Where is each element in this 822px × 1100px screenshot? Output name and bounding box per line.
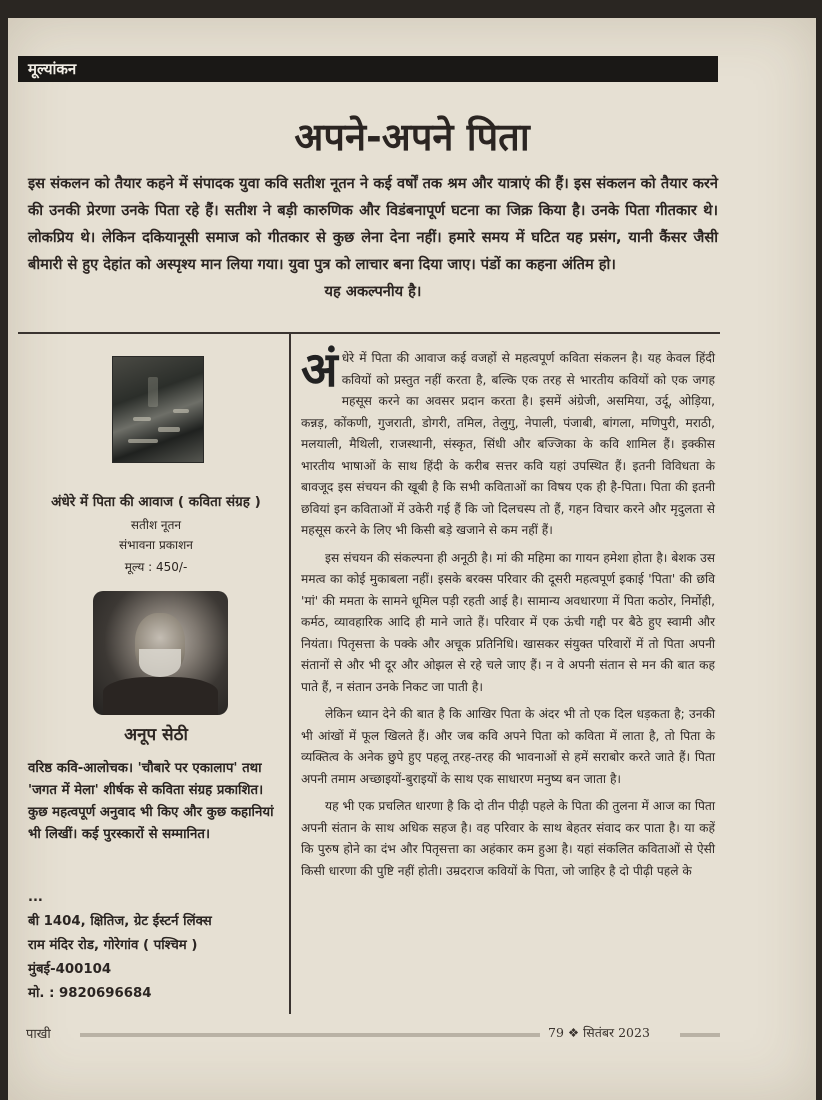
reviewer-photo: [93, 591, 228, 715]
address-line-1: बी 1404, क्षितिज, ग्रेट ईस्टर्न लिंक्स: [28, 914, 212, 929]
article-paragraph-4: यह भी एक प्रचलित धारणा है कि दो तीन पीढ़ी पहले के पिता की तुलना में आज का पिता अपनी संतान के साथ अधिक सहज है। वह परिवार के साथ बेहतर संवाद कर पाता है। या कहें कि पुरुष होने का दंभ और पितृसत्ता का अहंकार कम हुआ है। यहां संकलित कविताओं से ऐसी किसी धारणा की पुष्टि नहीं होती। उम्रदराज कवियों के पिता, जो जाहिर है दो पीढ़ी पहले के: [301, 799, 715, 878]
reviewer-beard: [139, 649, 181, 677]
address-line-3: मुंबई-400104: [28, 962, 112, 977]
book-author: सतीश नूतन: [130, 518, 182, 532]
address-line-2: राम मंदिर रोड, गोरेगांव ( पश्चिम ): [28, 938, 198, 953]
book-cover-image: [112, 356, 204, 463]
section-header-bar: [18, 56, 718, 82]
reviewer-address: [28, 910, 288, 1006]
drop-cap: अं: [301, 342, 338, 398]
page-number-date: 79 ❖ सितंबर 2023: [548, 1025, 650, 1040]
article-paragraph-2: इस संचयन की संकल्पना ही अनूठी है। मां की महिमा का गायन हमेशा होता है। बेशक उस ममत्व का कोई मुकाबला नहीं। इसके बरक्स परिवार की दूसरी महत्वपूर्ण इकाई 'पिता' की छवि 'मां' की ममता के सामने धूमिल पड़ी रहती आई है। सामान्य अवधारणा में पिता कठोर, निर्मोही, कर्मठ, व्यावहारिक आदि ही माने जाते हैं। परिवार में एक ऊंची गद्दी पर बैठे हुए स्वामी और नियंता। पितृसत्ता के पक्के और अचूक प्रतिनिधि। खासकर संयुक्त परिवारों में तो पिता अपनी संतानों से और भी दूर और ओझल से रहे चले जाए हैं। न वे अपनी संतान से मन की बात कह पाते हैं, न संतान उनके निकट जा पाती है।: [301, 550, 715, 694]
section-label: मूल्यांकन: [28, 60, 77, 78]
reviewer-phone: मो. : 9820696684: [28, 986, 152, 1001]
separator-dots: ...: [28, 890, 43, 905]
article-body: [301, 342, 715, 888]
reviewer-bio: वरिष्ठ कवि-आलोचक। 'चौबारे पर एकालाप' तथा 'जगत में मेला' शीर्षक से कविता संग्रह प्रकाशित। कुछ महत्वपूर्ण अनुवाद भी किए और कुछ कहानियां भी लिखीं। कई पुरस्कारों से सम्मानित।: [28, 761, 274, 842]
book-price: मूल्य : 450/-: [124, 560, 188, 574]
horizontal-divider: [18, 332, 720, 334]
book-publisher: संभावना प्रकाशन: [119, 538, 193, 552]
paragraph-1-text: धेरे में पिता की आवाज कई वजहों से महत्वपूर्ण कविता संकलन है। यह केवल हिंदी कवियों को प्रस्तुत नहीं करता है, बल्कि एक तरह से भारतीय कवियों को एक जगह महसूस करने का अवसर प्रदान करता है। इसमें अंग्रेजी, असमिया, उर्दू, ओड़िया, कन्नड़, कोंकणी, गुजराती, डोगरी, तमिल, तेलुगु, नेपाली, पंजाबी, बांगला, मणिपुरी, मराठी, मलयाली, मैथिली, राजस्थानी, संस्कृत, सिंधी और बज्जिका के कवि शामिल हैं। इक्कीस भारतीय भाषाओं के साथ हिंदी के करीब सत्तर कवि यहां उपस्थित हैं। इतनी विविधता के बावजूद इस संचयन की खूबी है कि सभी कविताओं का विषय एक ही है-पिता। पिता की इतनी छवियां इन कविताओं में उकेरी गई हैं कि जो दिलचस्प तो हैं, गहन विचार करने और मृदुलता से महसूस करने के लिए भी किसी बड़े खजाने से कम नहीं हैं।: [301, 351, 715, 537]
article-paragraph-3: लेकिन ध्यान देने की बात है कि आखिर पिता के अंदर भी तो एक दिल धड़कता है; उनकी भी आंखों में फूल खिलते हैं। और जब कवि अपने पिता को कविता में लाता है, तो पिता के व्यक्तित्व के अनेक छुपे हुए पहलू तरह-तरह की भावनाओं से हमें सराबोर करते जाते हैं। पिता अपनी तमाम अच्छाइयों-बुराइयों के साथ एक साधारण मनुष्य बन जाता है।: [301, 707, 715, 786]
footer-rule-right: [680, 1033, 720, 1037]
column-divider: [289, 334, 291, 1014]
reviewer-shoulders: [103, 677, 218, 715]
intro-paragraph: [28, 170, 718, 305]
article-paragraph-1: [301, 342, 715, 542]
intro-last-line: यह अकल्पनीय है।: [324, 283, 422, 300]
reviewer-name: अनूप सेठी: [124, 725, 188, 745]
book-title: अंधेरे में पिता की आवाज ( कविता संग्रह ): [51, 494, 261, 510]
footer-rule: [80, 1033, 540, 1037]
magazine-page: [8, 18, 816, 1100]
intro-text: इस संकलन को तैयार कहने में संपादक युवा कवि सतीश नूतन ने कई वर्षों तक श्रम और यात्राएं की हैं। इस संकलन को तैयार करने की उनकी प्रेरणा उनके पिता रहे हैं। सतीश ने बड़ी कारुणिक और विडंबनापूर्ण घटना का जिक्र किया है। उनके पिता गीतकार थे। लोकप्रिय थे। लेकिन दकियानूसी समाज को गीतकार से कुछ लेना देना नहीं। हमारे समय में घटित यह प्रसंग, यानी कैंसर जैसी बीमारी से हुए देहांत को अस्पृश्य मान लिया गया। युवा पुत्र को लाचार बना दिया जाए। पंडों का कहना अंतिम हो।: [28, 175, 718, 273]
magazine-name: पाखी: [26, 1027, 51, 1042]
article-title: अपने-अपने पिता: [294, 115, 530, 159]
